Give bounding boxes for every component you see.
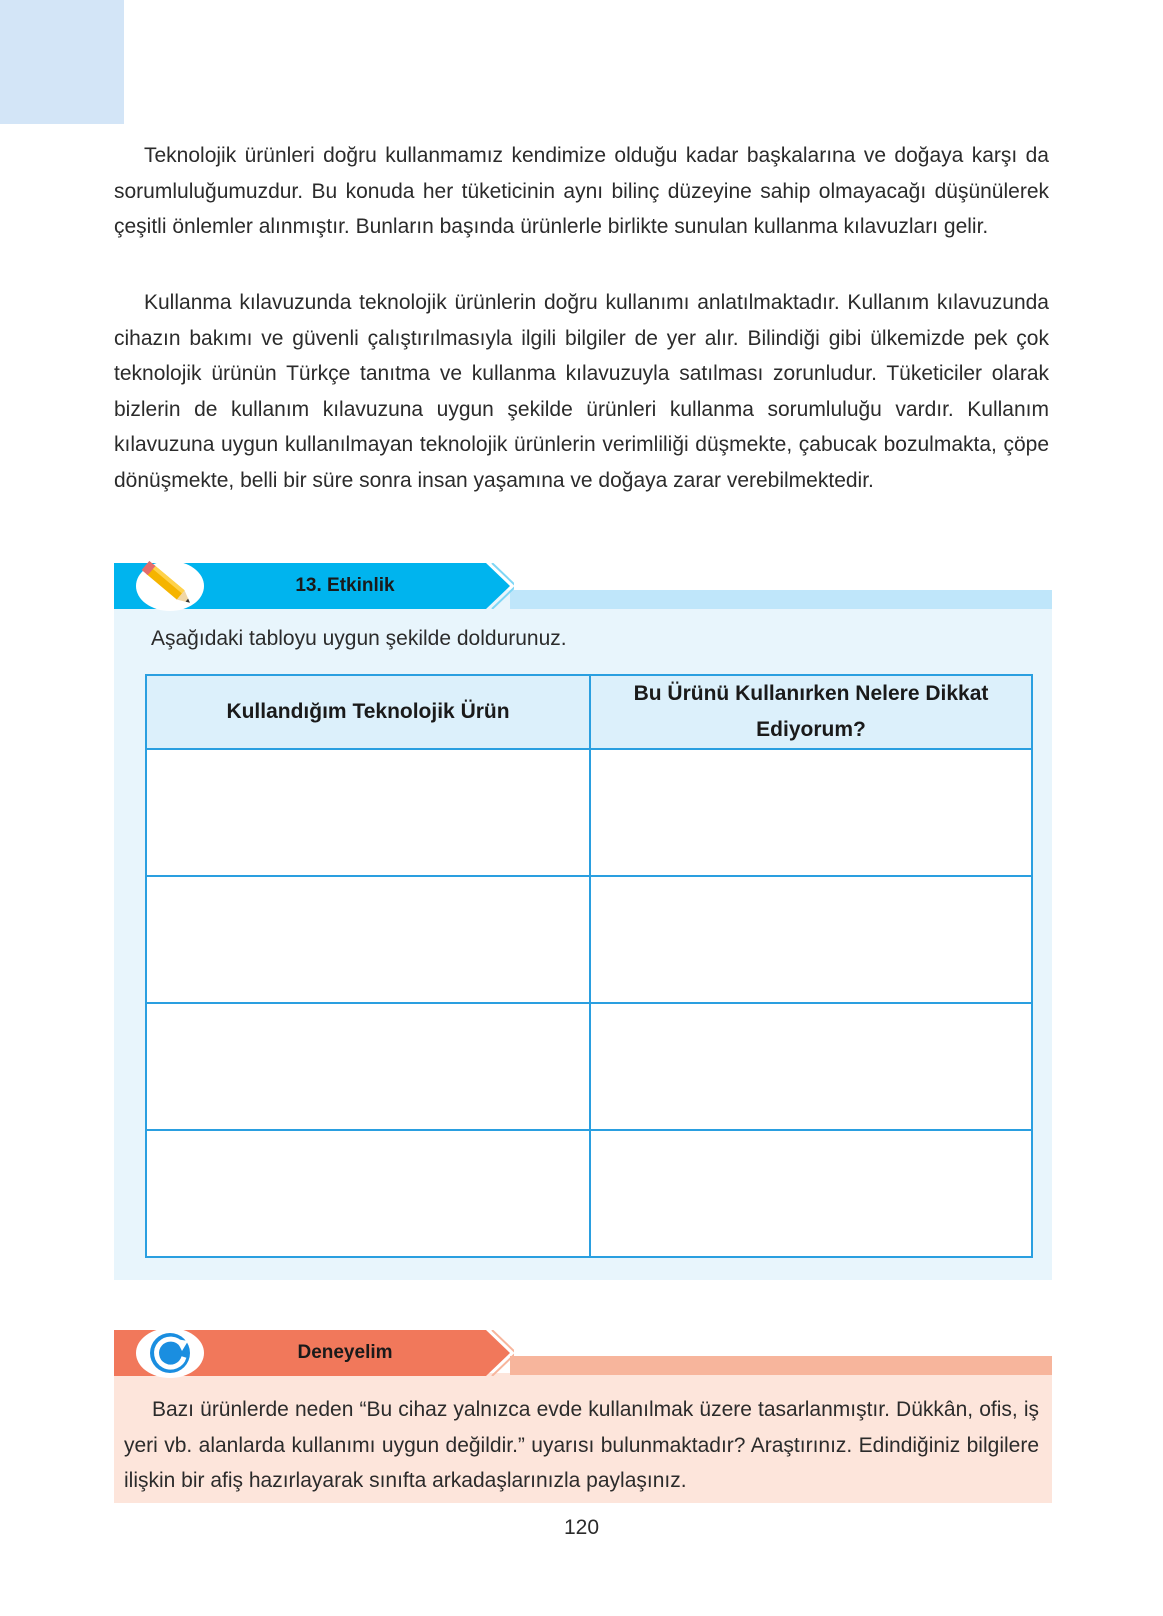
table-row (146, 1003, 1032, 1130)
product-cell[interactable] (146, 876, 590, 1003)
experiment-title: Deneyelim (297, 1342, 393, 1363)
page-number: 120 (563, 1516, 600, 1539)
activity-header-bar (510, 590, 1052, 609)
table-row (146, 876, 1032, 1003)
product-cell[interactable] (146, 749, 590, 876)
precaution-cell[interactable] (590, 876, 1032, 1003)
precaution-cell[interactable] (590, 1130, 1032, 1257)
table-row (146, 749, 1032, 876)
product-cell[interactable] (146, 1130, 590, 1257)
experiment-text: Bazı ürünlerde neden “Bu cihaz yalnızca evde kullanılmak üzere tasarlanmıştır. Dükkân, ofis, iş yeri vb. alanlarda kullanımı uygun değildir.” uyarısı bulunmaktadır? Araştırınız. Edindiğiniz bilgilere ilişkin bir afiş hazırlayarak sınıfta arkadaşlarınızla paylaşınız. (124, 1398, 1039, 1492)
header-product: Kullandığım Teknolojik Ürün (146, 675, 590, 749)
experiment-header-bar (510, 1356, 1052, 1375)
activity-title: 13. Etkinlik (295, 575, 395, 596)
activity-table (145, 674, 1033, 1258)
product-cell[interactable] (146, 1003, 590, 1130)
precaution-cell[interactable] (590, 1003, 1032, 1130)
precaution-cell[interactable] (590, 749, 1032, 876)
pencil-icon (134, 558, 206, 614)
table-row (146, 1130, 1032, 1257)
intro-paragraph-1: Teknolojik ürünleri doğru kullanmamız kendimize olduğu kadar başkalarına ve doğaya karşı da sorumluluğumuzdur. Bu konuda her tüketicinin aynı bilinç düzeyine sahip olmayacağı düşünülerek çeşitli önlemler alınmıştır. Bunların başında ürünlerle birlikte sunulan kullanma kılavuzları gelir. (114, 144, 1049, 238)
table-header-row (146, 675, 1032, 749)
refresh-arrow-icon (134, 1325, 206, 1381)
header-precautions: Bu Ürünü Kullanırken Nelere Dikkat Ediyorum? (590, 675, 1032, 749)
activity-instruction: Aşağıdaki tabloyu uygun şekilde doldurunuz. (151, 627, 567, 650)
intro-paragraph-2: Kullanma kılavuzunda teknolojik ürünlerin doğru kullanımı anlatılmaktadır. Kullanım kılavuzunda cihazın bakımı ve güvenli çalıştırılmasıyla ilgili bilgiler de yer alır. Bilindiği gibi ülkemizde pek çok teknolojik ürünün Türkçe tanıtma ve kullanma kılavuzuyla satılması zorunludur. Tüketiciler olarak bizlerin de kullanım kılavuzuna uygun şekilde ürünleri kullanma sorumluluğu vardır. Kullanım kılavuzuna uygun kullanılmayan teknolojik ürünlerin verimliliği düşmekte, çabucak bozulmakta, çöpe dönüşmekte, belli bir süre sonra insan yaşamına ve doğaya zarar verebilmektedir. (114, 291, 1049, 492)
corner-decoration (0, 0, 124, 124)
